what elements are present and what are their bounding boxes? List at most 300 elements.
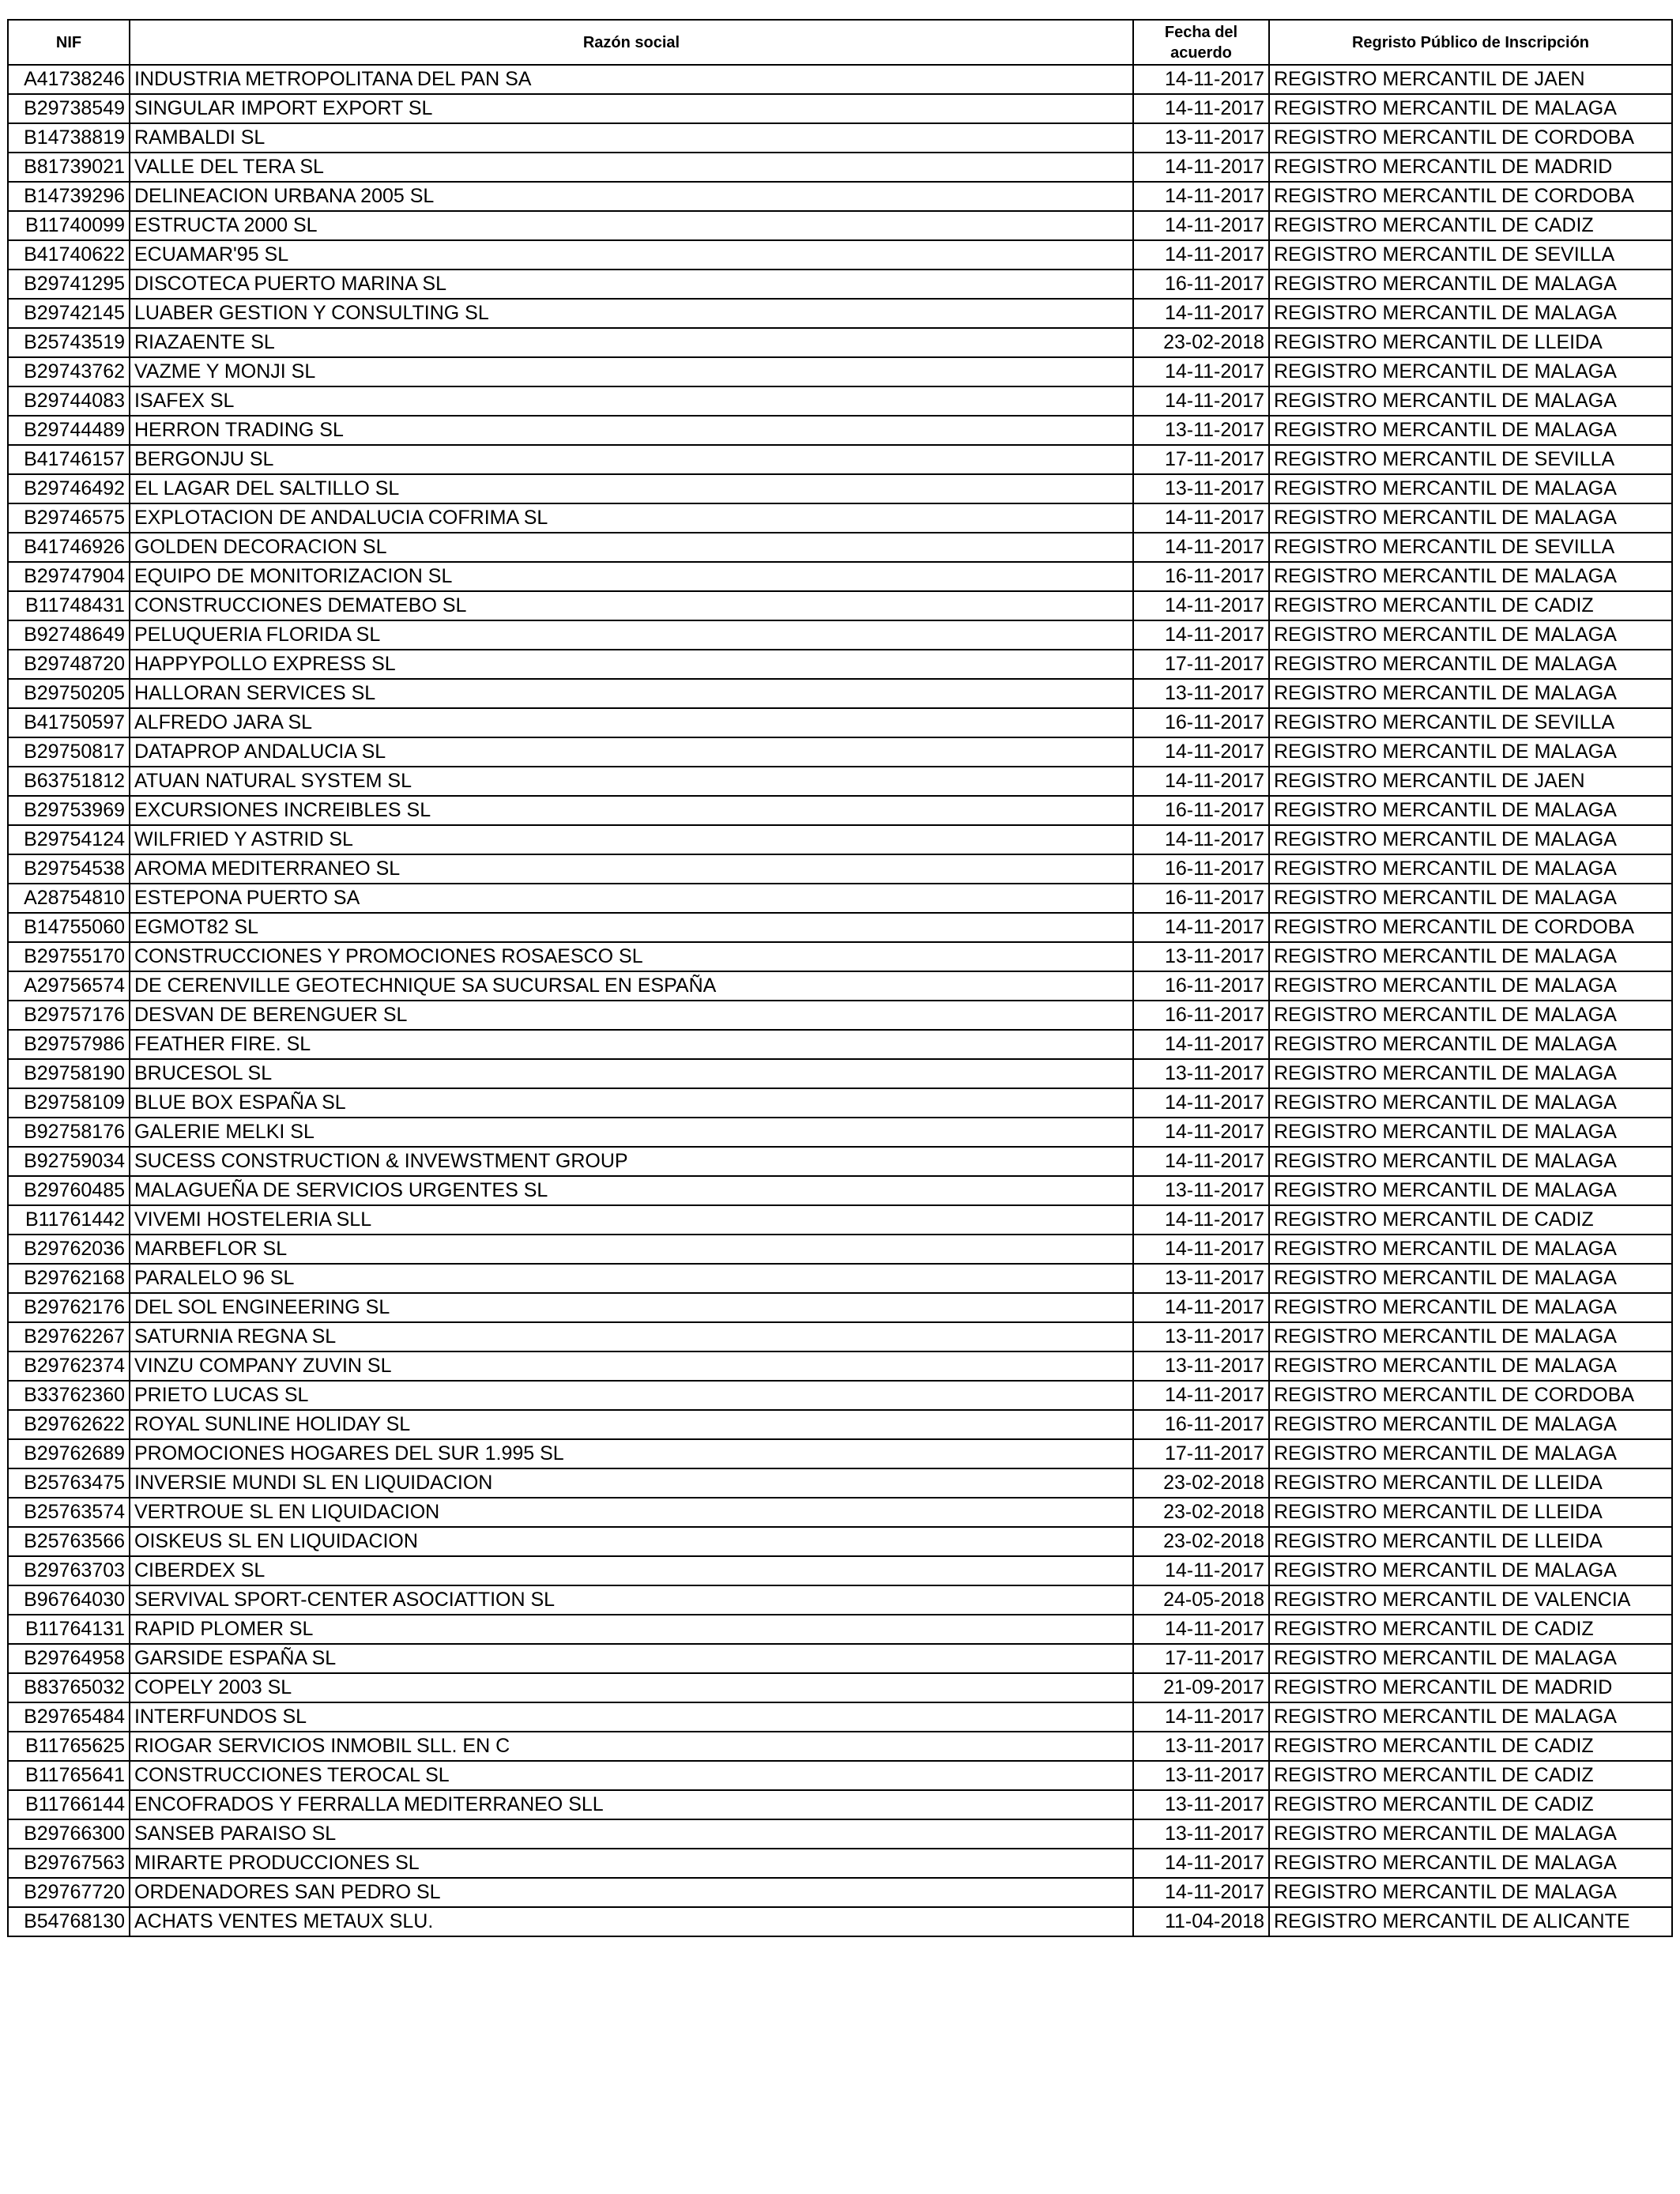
name-cell: INTERFUNDOS SL [130,1702,1133,1732]
date-cell: 14-11-2017 [1133,533,1269,562]
registry-cell: REGISTRO MERCANTIL DE MALAGA [1269,1878,1672,1907]
date-cell: 13-11-2017 [1133,1351,1269,1381]
date-cell: 23-02-2018 [1133,1468,1269,1498]
date-cell: 23-02-2018 [1133,328,1269,357]
date-cell: 16-11-2017 [1133,854,1269,884]
name-cell: VIVEMI HOSTELERIA SLL [130,1205,1133,1235]
registry-cell: REGISTRO MERCANTIL DE MALAGA [1269,386,1672,416]
name-cell: GALERIE MELKI SL [130,1118,1133,1147]
registry-cell: REGISTRO MERCANTIL DE MALAGA [1269,1118,1672,1147]
name-cell: DELINEACION URBANA 2005 SL [130,182,1133,211]
table-row [8,679,1672,708]
nif-cell: B25763566 [8,1527,130,1556]
nif-cell: B25743519 [8,328,130,357]
nif-cell: B14755060 [8,913,130,942]
name-cell: COPELY 2003 SL [130,1673,1133,1702]
registry-cell: REGISTRO MERCANTIL DE MADRID [1269,153,1672,182]
name-cell: VINZU COMPANY ZUVIN SL [130,1351,1133,1381]
date-cell: 14-11-2017 [1133,182,1269,211]
nif-cell: B29762168 [8,1264,130,1293]
nif-cell: B29741295 [8,270,130,299]
table-row [8,240,1672,270]
date-cell: 14-11-2017 [1133,591,1269,620]
name-cell: PARALELO 96 SL [130,1264,1133,1293]
table-row [8,123,1672,153]
name-cell: EGMOT82 SL [130,913,1133,942]
registry-cell: REGISTRO MERCANTIL DE MALAGA [1269,562,1672,591]
date-cell: 16-11-2017 [1133,1410,1269,1439]
table-row [8,1819,1672,1849]
table-row [8,591,1672,620]
nif-cell: B11761442 [8,1205,130,1235]
nif-cell: B29762622 [8,1410,130,1439]
date-cell: 21-09-2017 [1133,1673,1269,1702]
registry-cell: REGISTRO MERCANTIL DE SEVILLA [1269,445,1672,474]
registry-cell: REGISTRO MERCANTIL DE MALAGA [1269,1439,1672,1468]
table-row [8,153,1672,182]
registry-cell: REGISTRO MERCANTIL DE MALAGA [1269,1176,1672,1205]
name-cell: RAMBALDI SL [130,123,1133,153]
table-row [8,65,1672,94]
table-row [8,971,1672,1001]
table-row [8,1907,1672,1936]
name-cell: LUABER GESTION Y CONSULTING SL [130,299,1133,328]
table-row [8,884,1672,913]
name-cell: SINGULAR IMPORT EXPORT SL [130,94,1133,123]
registry-cell: REGISTRO MERCANTIL DE SEVILLA [1269,240,1672,270]
nif-cell: B11765641 [8,1761,130,1790]
table-row [8,1585,1672,1615]
registry-cell: REGISTRO MERCANTIL DE MALAGA [1269,416,1672,445]
nif-cell: B29742145 [8,299,130,328]
table-row [8,767,1672,796]
table-header [8,20,1672,65]
date-cell: 16-11-2017 [1133,796,1269,825]
registry-cell: REGISTRO MERCANTIL DE CADIZ [1269,1761,1672,1790]
nif-cell: B29763703 [8,1556,130,1585]
nif-cell: A28754810 [8,884,130,913]
name-cell: BRUCESOL SL [130,1059,1133,1088]
name-cell: DE CERENVILLE GEOTECHNIQUE SA SUCURSAL EN ESPAÑA [130,971,1133,1001]
table-row [8,1849,1672,1878]
name-cell: SUCESS CONSTRUCTION & INVEWSTMENT GROUP [130,1147,1133,1176]
date-cell: 17-11-2017 [1133,650,1269,679]
registry-cell: REGISTRO MERCANTIL DE CADIZ [1269,211,1672,240]
name-cell: ESTRUCTA 2000 SL [130,211,1133,240]
name-cell: HERRON TRADING SL [130,416,1133,445]
name-cell: DEL SOL ENGINEERING SL [130,1293,1133,1322]
nif-cell: B29762036 [8,1235,130,1264]
registry-cell: REGISTRO MERCANTIL DE MALAGA [1269,1001,1672,1030]
table-row [8,445,1672,474]
date-cell: 14-11-2017 [1133,94,1269,123]
table-row [8,1030,1672,1059]
date-cell: 14-11-2017 [1133,737,1269,767]
date-cell: 14-11-2017 [1133,503,1269,533]
registry-cell: REGISTRO MERCANTIL DE MALAGA [1269,1235,1672,1264]
nif-cell: B14739296 [8,182,130,211]
name-cell: ECUAMAR'95 SL [130,240,1133,270]
nif-cell: B29738549 [8,94,130,123]
name-cell: SANSEB PARAISO SL [130,1819,1133,1849]
registry-cell: REGISTRO MERCANTIL DE MALAGA [1269,1556,1672,1585]
table-row [8,299,1672,328]
name-cell: HALLORAN SERVICES SL [130,679,1133,708]
registry-cell: REGISTRO MERCANTIL DE MALAGA [1269,1293,1672,1322]
registry-cell: REGISTRO MERCANTIL DE ALICANTE [1269,1907,1672,1936]
date-cell: 14-11-2017 [1133,1381,1269,1410]
table-row [8,854,1672,884]
nif-cell: A29756574 [8,971,130,1001]
date-cell: 13-11-2017 [1133,474,1269,503]
table-row [8,1118,1672,1147]
registry-cell: REGISTRO MERCANTIL DE MALAGA [1269,1410,1672,1439]
nif-cell: B29754124 [8,825,130,854]
registry-cell: REGISTRO MERCANTIL DE MALAGA [1269,1030,1672,1059]
nif-cell: B29754538 [8,854,130,884]
name-cell: EL LAGAR DEL SALTILLO SL [130,474,1133,503]
registry-cell: REGISTRO MERCANTIL DE MALAGA [1269,650,1672,679]
name-cell: PROMOCIONES HOGARES DEL SUR 1.995 SL [130,1439,1133,1468]
nif-cell: B41746926 [8,533,130,562]
nif-cell: B92748649 [8,620,130,650]
date-cell: 14-11-2017 [1133,1088,1269,1118]
date-cell: 13-11-2017 [1133,1819,1269,1849]
nif-cell: B29750817 [8,737,130,767]
registry-cell: REGISTRO MERCANTIL DE MALAGA [1269,737,1672,767]
date-cell: 14-11-2017 [1133,913,1269,942]
date-cell: 16-11-2017 [1133,270,1269,299]
date-cell: 14-11-2017 [1133,1878,1269,1907]
nif-cell: B29762267 [8,1322,130,1351]
date-cell: 13-11-2017 [1133,1176,1269,1205]
date-cell: 13-11-2017 [1133,942,1269,971]
nif-cell: B41740622 [8,240,130,270]
date-cell: 14-11-2017 [1133,825,1269,854]
nif-cell: B25763475 [8,1468,130,1498]
table-row [8,1878,1672,1907]
nif-cell: B29762374 [8,1351,130,1381]
date-cell: 17-11-2017 [1133,1439,1269,1468]
registry-cell: REGISTRO MERCANTIL DE LLEIDA [1269,1498,1672,1527]
name-cell: SERVIVAL SPORT-CENTER ASOCIATTION SL [130,1585,1133,1615]
registry-cell: REGISTRO MERCANTIL DE MALAGA [1269,1702,1672,1732]
date-cell: 14-11-2017 [1133,1702,1269,1732]
name-cell: MIRARTE PRODUCCIONES SL [130,1849,1133,1878]
date-cell: 13-11-2017 [1133,1732,1269,1761]
nif-cell: B29750205 [8,679,130,708]
name-cell: WILFRIED Y ASTRID SL [130,825,1133,854]
table-row [8,1527,1672,1556]
table-row [8,1322,1672,1351]
registry-cell: REGISTRO MERCANTIL DE MALAGA [1269,620,1672,650]
registry-cell: REGISTRO MERCANTIL DE CADIZ [1269,1732,1672,1761]
date-cell: 14-11-2017 [1133,1030,1269,1059]
name-cell: MARBEFLOR SL [130,1235,1133,1264]
registry-cell: REGISTRO MERCANTIL DE LLEIDA [1269,328,1672,357]
registry-cell: REGISTRO MERCANTIL DE MALAGA [1269,1264,1672,1293]
name-cell: VAZME Y MONJI SL [130,357,1133,386]
date-cell: 13-11-2017 [1133,1059,1269,1088]
date-cell: 13-11-2017 [1133,1322,1269,1351]
registry-cell: REGISTRO MERCANTIL DE MALAGA [1269,474,1672,503]
date-cell: 16-11-2017 [1133,884,1269,913]
nif-cell: B96764030 [8,1585,130,1615]
table-row [8,796,1672,825]
nif-cell: B92758176 [8,1118,130,1147]
registry-cell: REGISTRO MERCANTIL DE MALAGA [1269,884,1672,913]
date-cell: 14-11-2017 [1133,620,1269,650]
date-cell: 14-11-2017 [1133,1849,1269,1878]
table-row [8,474,1672,503]
registry-cell: REGISTRO MERCANTIL DE MALAGA [1269,357,1672,386]
registry-cell: REGISTRO MERCANTIL DE SEVILLA [1269,708,1672,737]
registry-cell: REGISTRO MERCANTIL DE CORDOBA [1269,913,1672,942]
name-cell: VALLE DEL TERA SL [130,153,1133,182]
name-cell: CONSTRUCCIONES TEROCAL SL [130,1761,1133,1790]
registry-cell: REGISTRO MERCANTIL DE SEVILLA [1269,533,1672,562]
table-row [8,94,1672,123]
date-cell: 17-11-2017 [1133,1644,1269,1673]
registry-cell: REGISTRO MERCANTIL DE MALAGA [1269,299,1672,328]
header-registry: Regristo Público de Inscripción [1269,20,1672,65]
table-row [8,1176,1672,1205]
table-row [8,1761,1672,1790]
nif-cell: B29767563 [8,1849,130,1878]
table-row [8,416,1672,445]
date-cell: 13-11-2017 [1133,1264,1269,1293]
registry-cell: REGISTRO MERCANTIL DE MADRID [1269,1673,1672,1702]
table-row [8,1205,1672,1235]
table-row [8,1351,1672,1381]
nif-cell: B29758190 [8,1059,130,1088]
name-cell: CONSTRUCCIONES DEMATEBO SL [130,591,1133,620]
name-cell: RAPID PLOMER SL [130,1615,1133,1644]
name-cell: INVERSIE MUNDI SL EN LIQUIDACION [130,1468,1133,1498]
registry-cell: REGISTRO MERCANTIL DE CORDOBA [1269,1381,1672,1410]
date-cell: 14-11-2017 [1133,211,1269,240]
table-row [8,620,1672,650]
name-cell: CIBERDEX SL [130,1556,1133,1585]
registry-cell: REGISTRO MERCANTIL DE LLEIDA [1269,1468,1672,1498]
date-cell: 16-11-2017 [1133,971,1269,1001]
name-cell: GARSIDE ESPAÑA SL [130,1644,1133,1673]
registry-cell: REGISTRO MERCANTIL DE MALAGA [1269,1147,1672,1176]
table-row [8,386,1672,416]
nif-cell: B29753969 [8,796,130,825]
registry-cell: REGISTRO MERCANTIL DE CADIZ [1269,1790,1672,1819]
table-row [8,942,1672,971]
name-cell: GOLDEN DECORACION SL [130,533,1133,562]
name-cell: ORDENADORES SAN PEDRO SL [130,1878,1133,1907]
date-cell: 16-11-2017 [1133,708,1269,737]
table-row [8,1293,1672,1322]
table-row [8,650,1672,679]
nif-cell: B29766300 [8,1819,130,1849]
registry-cell: REGISTRO MERCANTIL DE MALAGA [1269,1819,1672,1849]
table-row [8,1235,1672,1264]
table-row [8,1673,1672,1702]
table-body [8,65,1672,1936]
name-cell: ALFREDO JARA SL [130,708,1133,737]
header-row [8,20,1672,65]
nif-cell: B29765484 [8,1702,130,1732]
date-cell: 14-11-2017 [1133,65,1269,94]
nif-cell: B29760485 [8,1176,130,1205]
date-cell: 13-11-2017 [1133,679,1269,708]
registry-cell: REGISTRO MERCANTIL DE MALAGA [1269,1351,1672,1381]
nif-cell: B29764958 [8,1644,130,1673]
name-cell: BLUE BOX ESPAÑA SL [130,1088,1133,1118]
table-row [8,1702,1672,1732]
nif-cell: B29746492 [8,474,130,503]
nif-cell: B29762176 [8,1293,130,1322]
table-row [8,562,1672,591]
table-row [8,1059,1672,1088]
nif-cell: B29746575 [8,503,130,533]
nif-cell: B41746157 [8,445,130,474]
table-row [8,708,1672,737]
name-cell: ATUAN NATURAL SYSTEM SL [130,767,1133,796]
date-cell: 14-11-2017 [1133,1293,1269,1322]
name-cell: SATURNIA REGNA SL [130,1322,1133,1351]
registry-cell: REGISTRO MERCANTIL DE MALAGA [1269,1644,1672,1673]
nif-cell: B11740099 [8,211,130,240]
date-cell: 14-11-2017 [1133,767,1269,796]
registry-cell: REGISTRO MERCANTIL DE MALAGA [1269,1088,1672,1118]
header-date-label: Fecha del acuerdo [1164,23,1238,62]
date-cell: 14-11-2017 [1133,240,1269,270]
name-cell: ROYAL SUNLINE HOLIDAY SL [130,1410,1133,1439]
date-cell: 23-02-2018 [1133,1527,1269,1556]
name-cell: EQUIPO DE MONITORIZACION SL [130,562,1133,591]
registry-table [7,19,1673,1937]
nif-cell: B54768130 [8,1907,130,1936]
table-row [8,182,1672,211]
name-cell: DATAPROP ANDALUCIA SL [130,737,1133,767]
table-row [8,533,1672,562]
registry-cell: REGISTRO MERCANTIL DE JAEN [1269,65,1672,94]
table-row [8,1790,1672,1819]
nif-cell: B11748431 [8,591,130,620]
date-cell: 16-11-2017 [1133,1001,1269,1030]
name-cell: EXPLOTACION DE ANDALUCIA COFRIMA SL [130,503,1133,533]
nif-cell: B11766144 [8,1790,130,1819]
name-cell: ISAFEX SL [130,386,1133,416]
registry-cell: REGISTRO MERCANTIL DE MALAGA [1269,942,1672,971]
name-cell: ENCOFRADOS Y FERRALLA MEDITERRANEO SLL [130,1790,1133,1819]
nif-cell: B29744083 [8,386,130,416]
date-cell: 14-11-2017 [1133,386,1269,416]
nif-cell: B29748720 [8,650,130,679]
table-row [8,1556,1672,1585]
name-cell: DESVAN DE BERENGUER SL [130,1001,1133,1030]
date-cell: 11-04-2018 [1133,1907,1269,1936]
name-cell: OISKEUS SL EN LIQUIDACION [130,1527,1133,1556]
table-row [8,211,1672,240]
registry-cell: REGISTRO MERCANTIL DE LLEIDA [1269,1527,1672,1556]
table-row [8,825,1672,854]
name-cell: PRIETO LUCAS SL [130,1381,1133,1410]
registry-cell: REGISTRO MERCANTIL DE MALAGA [1269,1059,1672,1088]
date-cell: 14-11-2017 [1133,299,1269,328]
table-row [8,1147,1672,1176]
date-cell: 14-11-2017 [1133,1205,1269,1235]
date-cell: 17-11-2017 [1133,445,1269,474]
name-cell: HAPPYPOLLO EXPRESS SL [130,650,1133,679]
nif-cell: B11764131 [8,1615,130,1644]
registry-cell: REGISTRO MERCANTIL DE MALAGA [1269,94,1672,123]
date-cell: 13-11-2017 [1133,1761,1269,1790]
registry-cell: REGISTRO MERCANTIL DE MALAGA [1269,679,1672,708]
name-cell: CONSTRUCCIONES Y PROMOCIONES ROSAESCO SL [130,942,1133,971]
name-cell: MALAGUEÑA DE SERVICIOS URGENTES SL [130,1176,1133,1205]
registry-cell: REGISTRO MERCANTIL DE CADIZ [1269,1615,1672,1644]
name-cell: ESTEPONA PUERTO SA [130,884,1133,913]
table-row [8,1732,1672,1761]
nif-cell: B29744489 [8,416,130,445]
date-cell: 14-11-2017 [1133,1235,1269,1264]
nif-cell: B25763574 [8,1498,130,1527]
nif-cell: B29757986 [8,1030,130,1059]
date-cell: 13-11-2017 [1133,416,1269,445]
table-row [8,1439,1672,1468]
name-cell: BERGONJU SL [130,445,1133,474]
nif-cell: B83765032 [8,1673,130,1702]
name-cell: INDUSTRIA METROPOLITANA DEL PAN SA [130,65,1133,94]
name-cell: RIAZAENTE SL [130,328,1133,357]
registry-cell: REGISTRO MERCANTIL DE JAEN [1269,767,1672,796]
date-cell: 14-11-2017 [1133,153,1269,182]
registry-cell: REGISTRO MERCANTIL DE MALAGA [1269,1849,1672,1878]
nif-cell: B11765625 [8,1732,130,1761]
table-row [8,1088,1672,1118]
name-cell: DISCOTECA PUERTO MARINA SL [130,270,1133,299]
registry-cell: REGISTRO MERCANTIL DE MALAGA [1269,270,1672,299]
date-cell: 14-11-2017 [1133,1615,1269,1644]
registry-cell: REGISTRO MERCANTIL DE MALAGA [1269,854,1672,884]
nif-cell: B81739021 [8,153,130,182]
registry-cell: REGISTRO MERCANTIL DE MALAGA [1269,825,1672,854]
table-row [8,1615,1672,1644]
table-row [8,737,1672,767]
date-cell: 14-11-2017 [1133,1556,1269,1585]
header-nif: NIF [8,20,130,65]
nif-cell: B29755170 [8,942,130,971]
table-row [8,270,1672,299]
header-name: Razón social [130,20,1133,65]
nif-cell: B92759034 [8,1147,130,1176]
nif-cell: B29747904 [8,562,130,591]
nif-cell: B41750597 [8,708,130,737]
date-cell: 14-11-2017 [1133,1118,1269,1147]
registry-cell: REGISTRO MERCANTIL DE MALAGA [1269,503,1672,533]
registry-cell: REGISTRO MERCANTIL DE MALAGA [1269,796,1672,825]
table-row [8,357,1672,386]
name-cell: ACHATS VENTES METAUX SLU. [130,1907,1133,1936]
nif-cell: B14738819 [8,123,130,153]
table-row [8,1498,1672,1527]
table-row [8,1381,1672,1410]
registry-cell: REGISTRO MERCANTIL DE CADIZ [1269,591,1672,620]
nif-cell: A41738246 [8,65,130,94]
nif-cell: B29743762 [8,357,130,386]
date-cell: 13-11-2017 [1133,123,1269,153]
registry-cell: REGISTRO MERCANTIL DE MALAGA [1269,1322,1672,1351]
nif-cell: B29757176 [8,1001,130,1030]
nif-cell: B33762360 [8,1381,130,1410]
registry-cell: REGISTRO MERCANTIL DE MALAGA [1269,971,1672,1001]
